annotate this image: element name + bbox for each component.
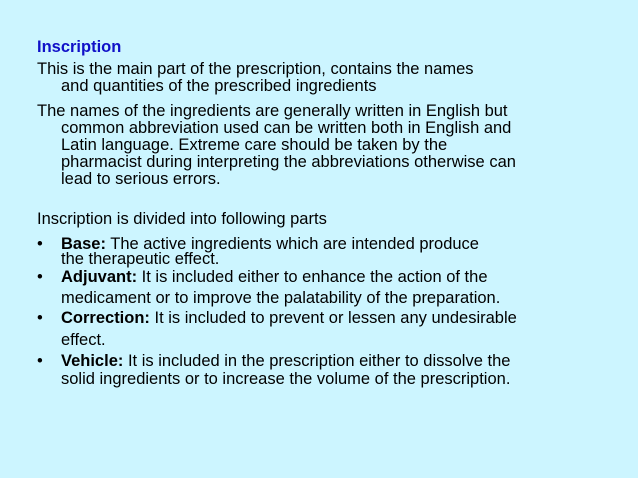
- bullet-vehicle-line1: [61, 352, 510, 370]
- bullet-adjuvant-line1: [61, 268, 488, 286]
- bullet-base-line2: the therapeutic effect.: [61, 250, 220, 268]
- bullet-correction-line2: effect.: [61, 331, 106, 349]
- bullet-correction-text: It is included to prevent or lessen any undesirable: [149, 309, 517, 327]
- para1-line1: This is the main part of the prescription, contains the names: [37, 60, 474, 78]
- slide-heading: Inscription: [37, 38, 122, 56]
- bullet-vehicle-line2: solid ingredients or to increase the volume of the prescription.: [61, 370, 511, 388]
- para2-line1: The names of the ingredients are generally written in English but: [37, 102, 508, 120]
- para1-line2: and quantities of the prescribed ingredients: [61, 77, 377, 95]
- bullet-adjuvant-text: It is included either to enhance the action of the: [137, 268, 488, 286]
- bullet-dot: •: [37, 352, 43, 370]
- bullet-vehicle-text: It is included in the prescription either to dissolve the: [123, 352, 511, 370]
- bullet-dot: •: [37, 235, 43, 253]
- para2-line2: common abbreviation used can be written both in English and: [61, 119, 512, 137]
- bullet-base-term: Base:: [61, 235, 106, 253]
- para2-line3: Latin language. Extreme care should be taken by the: [61, 136, 448, 154]
- bullet-correction-line1: [61, 309, 517, 327]
- bullet-dot: •: [37, 309, 43, 327]
- para2-line4: pharmacist during interpreting the abbreviations otherwise can: [61, 153, 516, 171]
- para2-line5: lead to serious errors.: [61, 170, 221, 188]
- parts-intro: Inscription is divided into following parts: [37, 210, 327, 228]
- bullet-dot: •: [37, 268, 43, 286]
- bullet-adjuvant-line2: medicament or to improve the palatability of the preparation.: [61, 289, 501, 307]
- bullet-correction-term: Correction:: [61, 309, 150, 327]
- bullet-vehicle-term: Vehicle:: [61, 352, 124, 370]
- bullet-adjuvant-term: Adjuvant:: [61, 268, 138, 286]
- bullet-base-text: The active ingredients which are intended produce: [105, 235, 479, 253]
